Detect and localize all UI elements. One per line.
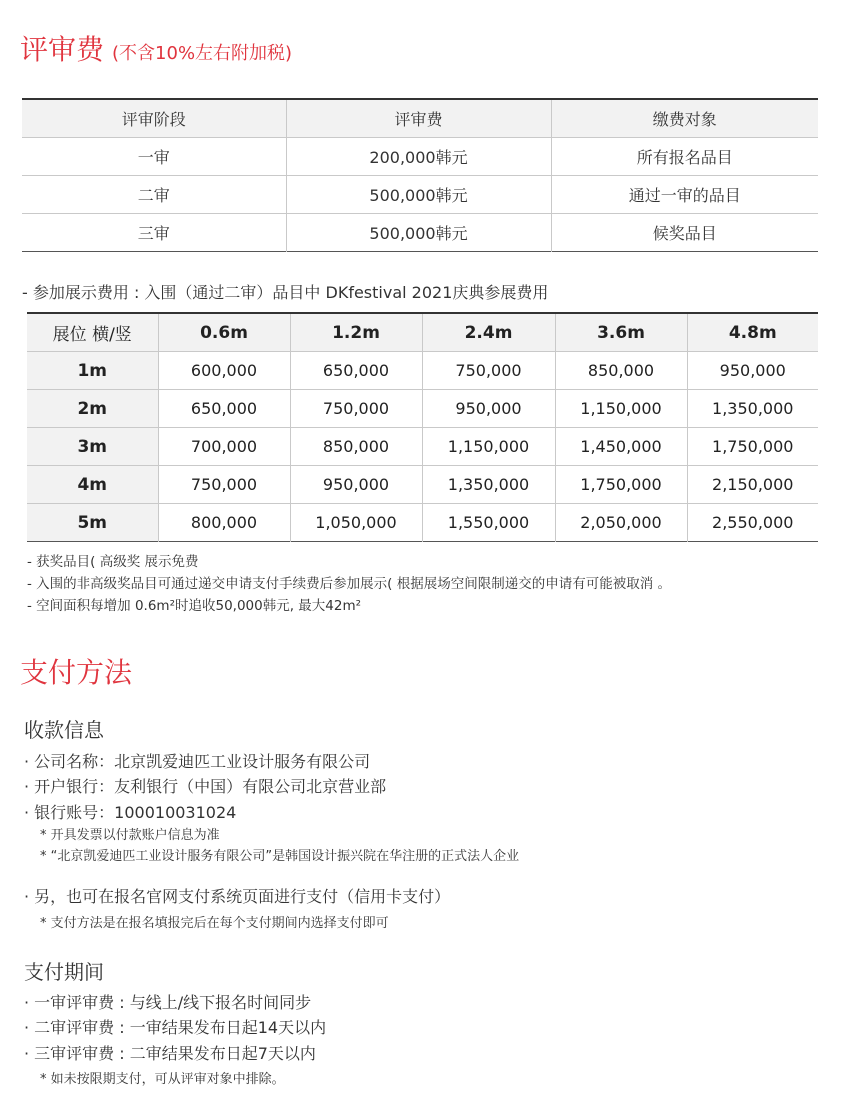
target-cell: 通过一审的品目	[551, 176, 818, 214]
price-cell: 950,000	[422, 390, 555, 428]
table-row	[27, 352, 818, 390]
invoice-note: * 开具发票以付款账户信息为准	[40, 828, 220, 843]
price-cell: 1,150,000	[555, 390, 687, 428]
fee-cell: 200,000韩元	[286, 138, 551, 176]
price-cell: 750,000	[158, 466, 290, 504]
price-cell: 2,550,000	[687, 504, 818, 542]
online-payment-line: · 另，也可在报名官网支付系统页面进行支付（信用卡支付）	[24, 887, 451, 906]
booth-note: - 获奖品目( 高级奖 展示免费	[27, 554, 199, 570]
target-cell: 候奖品目	[551, 214, 818, 252]
table-row	[22, 214, 818, 252]
table-header-row	[22, 99, 818, 138]
table-row	[22, 138, 818, 176]
period-line-3: · 三审评审费 : 二审结果发布日起7天以内	[24, 1044, 316, 1063]
stage-cell: 一审	[22, 138, 286, 176]
stage-cell: 三审	[22, 214, 286, 252]
header-stage: 评审阶段	[22, 99, 286, 138]
price-cell: 1,550,000	[422, 504, 555, 542]
account-heading: 收款信息	[24, 718, 104, 742]
target-cell: 所有报名品目	[551, 138, 818, 176]
fee-cell: 500,000韩元	[286, 214, 551, 252]
price-cell: 600,000	[158, 352, 290, 390]
booth-note: - 入围的非高级奖品目可通过递交申请支付手续费后参加展示( 根据展场空间限制递交的申请有可能被取消 。	[27, 576, 672, 592]
header-fee: 评审费	[286, 99, 551, 138]
booth-caption: - 参加展示费用 : 入围（通过二审）品目中 DKfestival 2021庆典参展费用	[22, 283, 549, 302]
depth-header: 4m	[27, 466, 158, 504]
fee-subtitle: (不含10%左右附加税)	[112, 43, 293, 64]
price-cell: 2,150,000	[687, 466, 818, 504]
price-cell: 850,000	[290, 428, 422, 466]
table-row	[27, 428, 818, 466]
width-header: 1.2m	[290, 313, 422, 352]
table-row	[22, 176, 818, 214]
price-cell: 1,750,000	[687, 428, 818, 466]
table-row	[27, 504, 818, 542]
price-cell: 950,000	[687, 352, 818, 390]
review-fee-table	[22, 98, 818, 252]
company-note: * “北京凯爱迪匹工业设计服务有限公司”是韩国设计振兴院在华注册的正式法人企业	[40, 849, 520, 864]
stage-cell: 二审	[22, 176, 286, 214]
online-payment-note: * 支付方法是在报名填报完后在每个支付期间内选择支付即可	[40, 916, 389, 931]
price-cell: 2,050,000	[555, 504, 687, 542]
price-cell: 650,000	[290, 352, 422, 390]
price-cell: 950,000	[290, 466, 422, 504]
price-cell: 1,350,000	[422, 466, 555, 504]
price-cell: 800,000	[158, 504, 290, 542]
width-header: 4.8m	[687, 313, 818, 352]
period-note: * 如未按限期支付，可从评审对象中排除。	[40, 1072, 285, 1087]
fee-section-title	[20, 33, 293, 66]
payment-title: 支付方法	[20, 656, 133, 689]
width-header: 2.4m	[422, 313, 555, 352]
table-row	[27, 390, 818, 428]
table-row	[27, 466, 818, 504]
depth-header: 3m	[27, 428, 158, 466]
depth-header: 2m	[27, 390, 158, 428]
price-cell: 1,150,000	[422, 428, 555, 466]
booth-note: - 空间面积每增加 0.6m²时追收50,000韩元, 最大42m²	[27, 598, 362, 614]
depth-header: 1m	[27, 352, 158, 390]
width-header: 3.6m	[555, 313, 687, 352]
depth-header: 5m	[27, 504, 158, 542]
bank-line: · 开户银行：友利银行（中国）有限公司北京营业部	[24, 777, 387, 796]
table-header-row	[27, 313, 818, 352]
width-header: 0.6m	[158, 313, 290, 352]
account-number-line: · 银行账号：100010031024	[24, 803, 237, 822]
price-cell: 700,000	[158, 428, 290, 466]
period-line-1: · 一审评审费 : 与线上/线下报名时间同步	[24, 993, 312, 1012]
price-cell: 1,450,000	[555, 428, 687, 466]
fee-title: 评审费	[20, 33, 105, 66]
header-target: 缴费对象	[551, 99, 818, 138]
price-cell: 1,050,000	[290, 504, 422, 542]
company-line: · 公司名称：北京凯爱迪匹工业设计服务有限公司	[24, 752, 371, 771]
fee-cell: 500,000韩元	[286, 176, 551, 214]
booth-fee-table	[27, 312, 818, 542]
period-line-2: · 二审评审费 : 一审结果发布日起14天以内	[24, 1018, 327, 1037]
period-heading: 支付期间	[24, 960, 104, 984]
price-cell: 750,000	[422, 352, 555, 390]
price-cell: 650,000	[158, 390, 290, 428]
price-cell: 850,000	[555, 352, 687, 390]
price-cell: 1,350,000	[687, 390, 818, 428]
price-cell: 1,750,000	[555, 466, 687, 504]
corner-header: 展位 横/竖	[27, 313, 158, 352]
price-cell: 750,000	[290, 390, 422, 428]
